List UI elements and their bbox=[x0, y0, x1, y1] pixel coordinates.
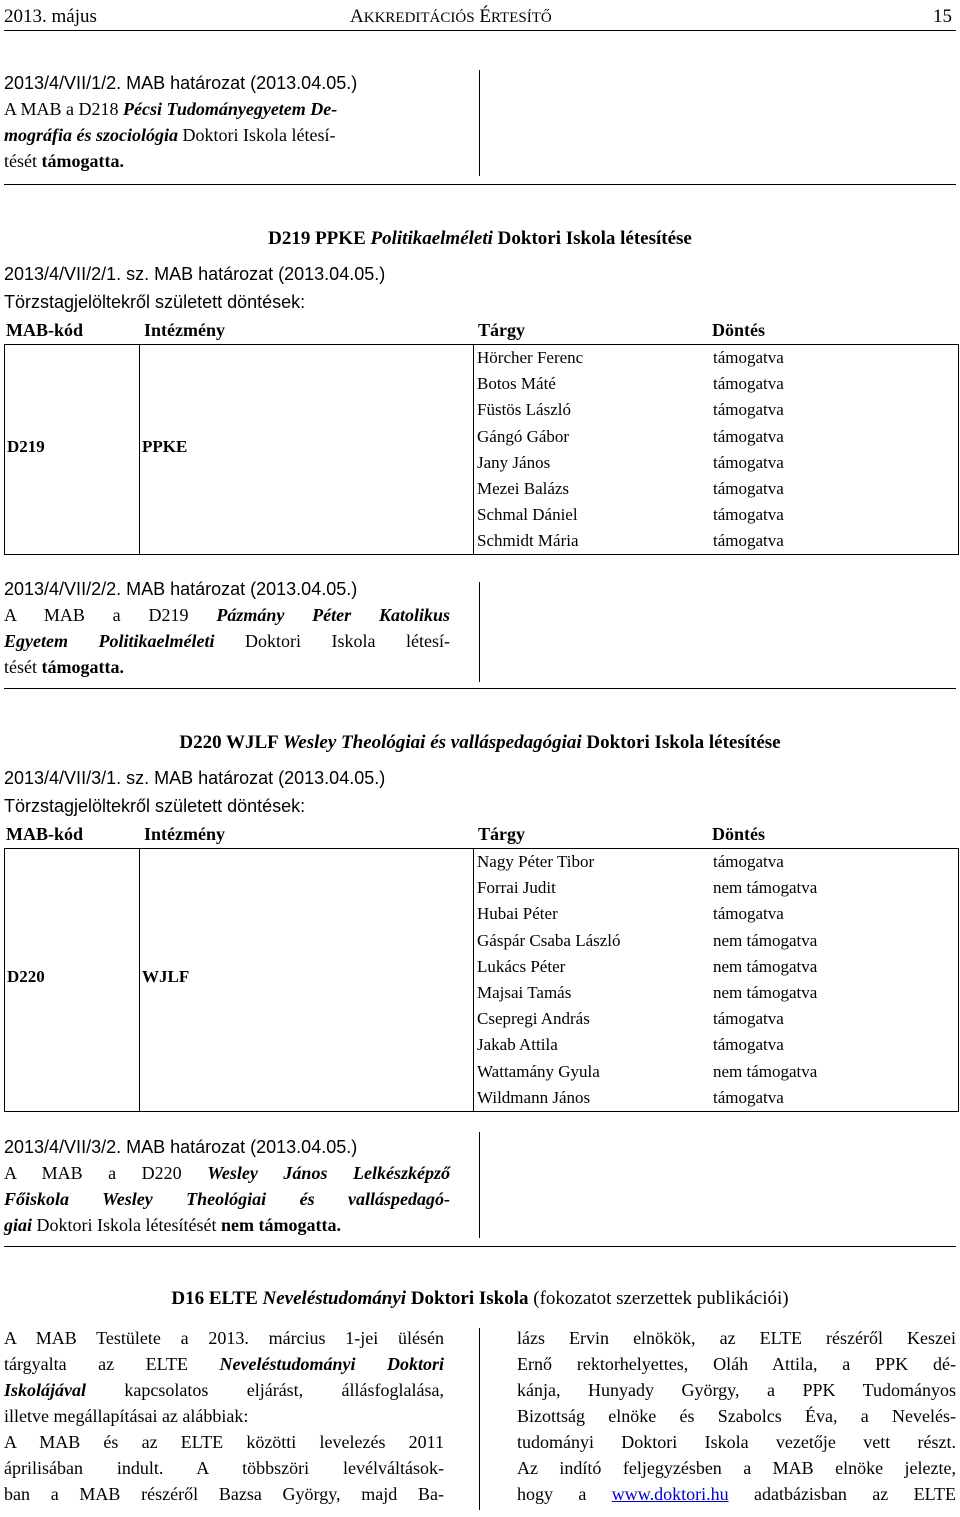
decision-value: támogatva bbox=[713, 1009, 784, 1029]
section-title-d220: D220 WJLF Wesley Theológiai és valláspedagógiai Doktori Iskola létesítése bbox=[179, 732, 781, 753]
decision-ref: 2013/4/VII/2/1. sz. MAB határozat (2013.04.05.) bbox=[4, 264, 386, 284]
candidate-name: Schmidt Mária bbox=[477, 531, 579, 551]
table-row bbox=[477, 849, 957, 875]
decision-value: nem támogatva bbox=[713, 878, 818, 898]
resolution-ref: 2013/4/VII/3/2. MAB határozat (2013.04.05.) bbox=[4, 1137, 358, 1157]
decision-table-d220 bbox=[4, 848, 959, 1112]
body-line: hogy a www.doktori.hu adatbázisban az ELTE bbox=[517, 1484, 956, 1504]
table-row bbox=[477, 345, 957, 371]
journal-title: AKKREDITÁCIÓS ÉRTESÍTŐ bbox=[350, 6, 552, 27]
resolution-line: A MAB a D218 Pécsi Tudományegyetem De- bbox=[4, 99, 338, 119]
decision-value: támogatva bbox=[713, 1035, 784, 1055]
candidate-name: Hubai Péter bbox=[477, 904, 558, 924]
table-row bbox=[477, 450, 957, 476]
resolution-line: A MAB a D219 Pázmány Péter Katolikus bbox=[4, 605, 450, 625]
body-line: tárgyalta az ELTE Neveléstudományi Doktori bbox=[4, 1354, 444, 1374]
table-row bbox=[477, 928, 957, 954]
body-line: illetve megállapításai az alábbiak: bbox=[4, 1406, 249, 1426]
decision-value: nem támogatva bbox=[713, 1061, 818, 1081]
candidate-name: Wattamány Gyula bbox=[477, 1061, 600, 1081]
col-header-decision: Döntés bbox=[712, 320, 765, 340]
candidate-name: Csepregi András bbox=[477, 1009, 590, 1029]
resolution-line: Egyetem Politikaelméleti Doktori Iskola létesí- bbox=[4, 631, 450, 651]
decision-value: támogatva bbox=[713, 400, 784, 420]
body-line: kánja, Hunyady György, a PPK Tudományos bbox=[517, 1380, 956, 1400]
table-row bbox=[477, 476, 957, 502]
col-header-institution: Intézmény bbox=[144, 320, 225, 340]
resolution-d220 bbox=[4, 1134, 450, 1238]
mab-code: D220 bbox=[7, 967, 45, 986]
body-line: Bizottság elnöke és Szabolcs Éva, a Nevelés- bbox=[517, 1406, 956, 1426]
body-line: ban a MAB részéről Bazsa György, majd Ba- bbox=[4, 1484, 444, 1504]
resolution-line: tését támogatta. bbox=[4, 657, 124, 677]
table-row bbox=[477, 397, 957, 423]
decision-value: támogatva bbox=[713, 479, 784, 498]
decision-value: nem támogatva bbox=[713, 956, 818, 976]
body-line: áprilisában indult. A többszöri levélváltások- bbox=[4, 1458, 444, 1478]
table-row bbox=[477, 528, 957, 554]
candidate-name: Mezei Balázs bbox=[477, 479, 570, 498]
table-row bbox=[477, 424, 957, 450]
body-line: Iskolájával kapcsolatos eljárást, állásfoglalása, bbox=[4, 1380, 444, 1400]
table-subtitle: Törzstagjelöltekről született döntések: bbox=[4, 292, 306, 312]
candidate-name: Füstös László bbox=[477, 400, 571, 420]
decision-table-d219 bbox=[4, 344, 959, 555]
col-header-code: MAB-kód bbox=[6, 320, 84, 340]
col-header-code: MAB-kód bbox=[6, 824, 84, 844]
resolution-line: Főiskola Wesley Theológiai és valláspedagó- bbox=[4, 1189, 450, 1209]
body-column-right bbox=[517, 1325, 956, 1507]
resolution-line: A MAB a D220 Wesley János Lelkészképző bbox=[4, 1163, 450, 1183]
candidate-name: Gángó Gábor bbox=[477, 426, 570, 446]
body-line: Az indító feljegyzésben a MAB elnöke jelezte, bbox=[517, 1458, 956, 1478]
resolution-line: giai Doktori Iskola létesítését nem támogatta. bbox=[4, 1215, 341, 1235]
section-divider bbox=[4, 1246, 956, 1247]
decision-value: támogatva bbox=[713, 374, 784, 394]
page-number: 15 bbox=[933, 6, 952, 27]
decision-value: nem támogatva bbox=[713, 930, 818, 950]
table-row bbox=[477, 954, 957, 980]
resolution-d219 bbox=[4, 576, 450, 680]
decision-value: támogatva bbox=[713, 426, 784, 446]
institution: PPKE bbox=[142, 437, 188, 456]
institution: WJLF bbox=[142, 967, 190, 986]
candidate-name: Jany János bbox=[477, 452, 551, 472]
issue-date: 2013. május bbox=[4, 6, 97, 27]
body-line: Ernő rektorhelyettes, Oláh Attila, a PPK dé- bbox=[517, 1354, 956, 1374]
column-divider bbox=[479, 70, 480, 176]
table-row bbox=[477, 502, 957, 528]
decision-ref: 2013/4/VII/3/1. sz. MAB határozat (2013.04.05.) bbox=[4, 768, 386, 788]
candidate-name: Forrai Judit bbox=[477, 878, 556, 898]
table-row bbox=[477, 980, 957, 1006]
col-header-subject: Tárgy bbox=[478, 320, 525, 340]
decision-value: támogatva bbox=[713, 1087, 784, 1107]
column-divider bbox=[479, 1132, 480, 1238]
body-line: tudományi Doktori Iskola vezetője vett részt. bbox=[517, 1432, 956, 1452]
table-row bbox=[477, 1085, 957, 1111]
candidate-name: Botos Máté bbox=[477, 374, 556, 394]
decision-value: támogatva bbox=[713, 852, 784, 871]
body-line: lázs Ervin elnökök, az ELTE részéről Keszei bbox=[517, 1328, 956, 1348]
body-line: A MAB Testülete a 2013. március 1-jei ülésén bbox=[4, 1328, 444, 1348]
candidate-name: Majsai Tamás bbox=[477, 983, 572, 1002]
candidate-name: Lukács Péter bbox=[477, 956, 566, 976]
resolution-line: tését támogatta. bbox=[4, 151, 124, 171]
decision-value: támogatva bbox=[713, 904, 784, 924]
decision-value: nem támogatva bbox=[713, 983, 818, 1002]
header-divider bbox=[4, 30, 956, 31]
table-row bbox=[477, 371, 957, 397]
resolution-line: mográfia és szociológia Doktori Iskola létesí- bbox=[4, 125, 336, 145]
table-row bbox=[477, 1006, 957, 1032]
column-divider bbox=[479, 582, 480, 682]
decision-value: támogatva bbox=[713, 452, 784, 472]
col-header-institution: Intézmény bbox=[144, 824, 225, 844]
section-title-d16: D16 ELTE Neveléstudományi Doktori Iskola (fokozatot szerzettek publikációi) bbox=[171, 1288, 789, 1309]
column-divider bbox=[479, 1328, 480, 1510]
candidate-name: Nagy Péter Tibor bbox=[477, 852, 595, 871]
col-header-subject: Tárgy bbox=[478, 824, 525, 844]
candidate-name: Gáspár Csaba László bbox=[477, 930, 621, 950]
candidate-name: Schmal Dániel bbox=[477, 505, 578, 525]
resolution-ref: 2013/4/VII/1/2. MAB határozat (2013.04.05.) bbox=[4, 73, 358, 93]
table-row bbox=[477, 875, 957, 901]
body-line: A MAB és az ELTE közötti levelezés 2011 bbox=[4, 1432, 444, 1452]
table-row bbox=[477, 1059, 957, 1085]
resolution-ref: 2013/4/VII/2/2. MAB határozat (2013.04.05.) bbox=[4, 579, 358, 599]
candidate-name: Wildmann János bbox=[477, 1087, 591, 1107]
col-header-decision: Döntés bbox=[712, 824, 765, 844]
table-subtitle: Törzstagjelöltekről született döntések: bbox=[4, 796, 306, 816]
section-divider bbox=[4, 184, 956, 185]
table-row bbox=[477, 901, 957, 927]
decision-value: támogatva bbox=[713, 348, 784, 367]
decision-value: támogatva bbox=[713, 531, 784, 551]
candidate-name: Hörcher Ferenc bbox=[477, 348, 584, 367]
doktori-link[interactable]: www.doktori.hu bbox=[611, 1484, 729, 1504]
resolution-d218 bbox=[4, 70, 454, 174]
decision-value: támogatva bbox=[713, 505, 784, 525]
section-title-d219: D219 PPKE Politikaelméleti Doktori Iskola létesítése bbox=[268, 228, 692, 249]
mab-code: D219 bbox=[7, 437, 45, 456]
table-row bbox=[477, 1032, 957, 1058]
candidate-name: Jakab Attila bbox=[477, 1035, 558, 1055]
body-column-left bbox=[4, 1325, 444, 1507]
section-divider bbox=[4, 688, 956, 689]
page-header bbox=[4, 4, 956, 30]
